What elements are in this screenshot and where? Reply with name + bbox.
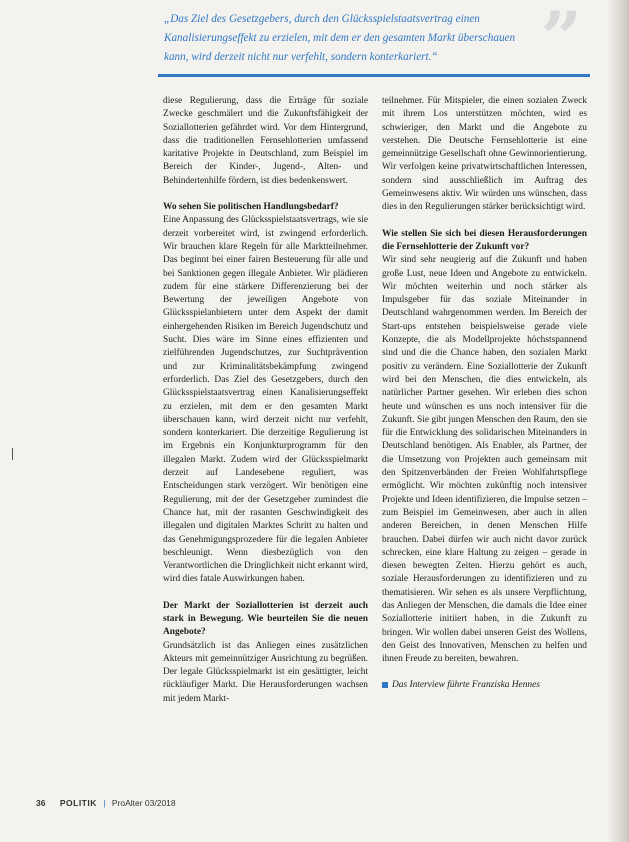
paragraph: teilnehmer. Für Mitspieler, die einen sozialen Zweck mit ihrem Los unterstützen möchten, wird es schwieriger, den Markt und die Angebote zu verstehen. Die Deutsche Fernsehlotterie ist eine gemeinnützige Gesellschaft ohne Gewinnorientierung. Wir verfolgen keine privatwirtschaftlichen Interessen, sondern sind ausschließlich im Auftrag des Gemeinwesens aktiv. Wir würden uns wünschen, dass dies in den Regulierungen stärker berücksichtigt wird.: [382, 96, 587, 213]
quote-mark-icon: ”: [540, 0, 582, 80]
interview-question: Wie stellen Sie sich bei diesen Herausforderungen die Fernsehlotterie der Zukunft vor?: [382, 228, 587, 252]
right-column: [382, 95, 587, 706]
pullquote-text: „Das Ziel des Gesetzgebers, durch den Glücksspielstaatsvertrag einen Kanalisierungseffekt zu erzielen, mit dem er den gesamten Markt überschauen kann, wird derzeit nicht nur verfehlt, sondern konterkariert.“: [164, 13, 516, 63]
issue-label: ProAlter 03/2018: [111, 798, 176, 808]
footer-separator: |: [103, 798, 106, 808]
paragraph: diese Regulierung, dass die Erträge für soziale Zwecke geschmälert und die Zukunftsfähigkeit der Soziallotterien gefährdet wird. Vor dem Hintergrund, dass die traditionellen Fernsehlotterien umfassend karitative Projekte in Deutschland, zum Beispiel im Bereich der Kinder-, Jugend-, Alten- und Behindertenhilfe fördern, ist dies bedenkenswert.: [163, 96, 368, 186]
left-column: [163, 95, 368, 719]
page-footer: [36, 798, 176, 808]
page-number: 36: [36, 798, 46, 808]
interview-question: Wo sehen Sie politischen Handlungsbedarf?: [163, 202, 339, 213]
paragraph: Wir sind sehr neugierig auf die Zukunft und haben große Lust, neue Ideen und Angebote zu entwickeln. Wir möchten weiterhin und noch stärker als Impulsgeber für das soziale Miteinander in Deutschland wahrgenommen werden. Im Bereich der Start-ups entstehen beispielsweise gerade viele Konzepte, die als Modellprojekte höchstspannend sind und die die Chance haben, den sozialen Markt positiv zu verändern. Eine Soziallotterie der Zukunft wird bei den Menschen, die dies entwickeln, als natürlicher Partner gesehen. Wir erleben dies schon heute und wünschen es uns noch intensiver für die Zukunft. Sie gibt jungen Menschen den Raum, den sie für die Entwicklung des solidarischen Miteinanders in Deutschland benötigen. Als Enabler, als Partner, der die Umsetzung von Projekten auch gemeinsam mit den Spitzenverbänden der Freien Wohlfahrtspflege ermöglicht. Wir möchten zukünftig noch intensiver Projekte und Ideen identifizieren, die Impulse setzen – zum Beispiel im Gemeinwesen, aber auch in allen anderen Bereichen, in denen Menschen Hilfe brauchen. Dabei dürfen wir auch nicht davor zurück schrecken, eine klare Haltung zu zeigen – gerade in diesen bewegten Zeiten. Hierzu gehört es auch, soziale Herausforderungen zu identifizieren und zu thematisieren. Wir sehen es als unsere Verpflichtung, das Anliegen der Menschen, die damals die Idee einer Soziallotterie initiiert haben, in die Zukunft zu bringen. Wir wollen dabei unseren Geist des Wollens, den Geist des Innovativen, Menschen zu helfen und ihnen Freude zu bereiten, bewahren.: [382, 255, 587, 665]
interview-question: Der Markt der Soziallotterien ist derzeit auch stark in Bewegung. Wie beurteilen Sie die neuen Angebote?: [163, 600, 368, 638]
paragraph: Grundsätzlich ist das Anliegen eines zusätzlichen Akteurs mit gemeinnütziger Ausrichtung zu begrüßen. Der legale Glücksspielmarkt ist ein gesättigter, leicht rückläufiger Markt. Die Herausforderungen wachsen mit jedem Markt-: [163, 640, 368, 704]
interview-credit: [382, 679, 587, 692]
square-bullet-icon: [382, 682, 388, 688]
page-binding-shadow: [607, 0, 629, 842]
paragraph: Eine Anpassung des Glücksspielstaatsvertrags, wie sie derzeit vorbereitet wird, ist zwingend erforderlich. Wir brauchen klare Regeln für alle Marktteilnehmer. Das beginnt bei einer fairen Besteuerung für alle und bei Sanktionen gegen illegale Anbieter. Wir plädieren zudem für eine stärkere Differenzierung bei der Bewertung der jeweiligen Angebote von Glücksspielanbietern unter dem Aspekt der damit einhergehenden Risiken im Bereich Jugendschutz und Sucht. Dies wäre im Sinne eines effizienten und zielführenden Jugendschutzes, zur Suchtprävention und zur Kriminalitätsbekämpfung zwingend erforderlich. Das Ziel des Gesetzgebers, durch den Glücksspielstaatsvertrag einen Kanalisierungseffekt zu erzielen, mit dem er den gesamten Markt überschauen kann, wird derzeit nicht nur verfehlt, sondern konterkariert. Die derzeitige Regulierung ist im Ergebnis ein Konjunkturprogramm für den illegalen Markt. Zudem wird der Glücksspielmarkt derzeit auf Landesebene reguliert, was Entscheidungen stark verzögert. Wir benötigen eine Regulierung, mit der der Gesetzgeber zumindest die Chance hat, mit der rasanten Geschwindigkeit des illegalen und digitalen Marktes Schritt zu halten und das Genehmigungsprozedere für die legalen Anbieter beschleunigt. Wenn diesbezüglich von den Verantwortlichen die Dringlichkeit nicht erkannt wird, wird dies fatale Auswirkungen haben.: [163, 215, 368, 585]
scan-mark: [12, 448, 13, 460]
interview-credit-text: Das Interview führte Franziska Hennes: [392, 680, 540, 691]
pullquote: [158, 0, 590, 80]
section-name: POLITIK: [59, 798, 97, 808]
